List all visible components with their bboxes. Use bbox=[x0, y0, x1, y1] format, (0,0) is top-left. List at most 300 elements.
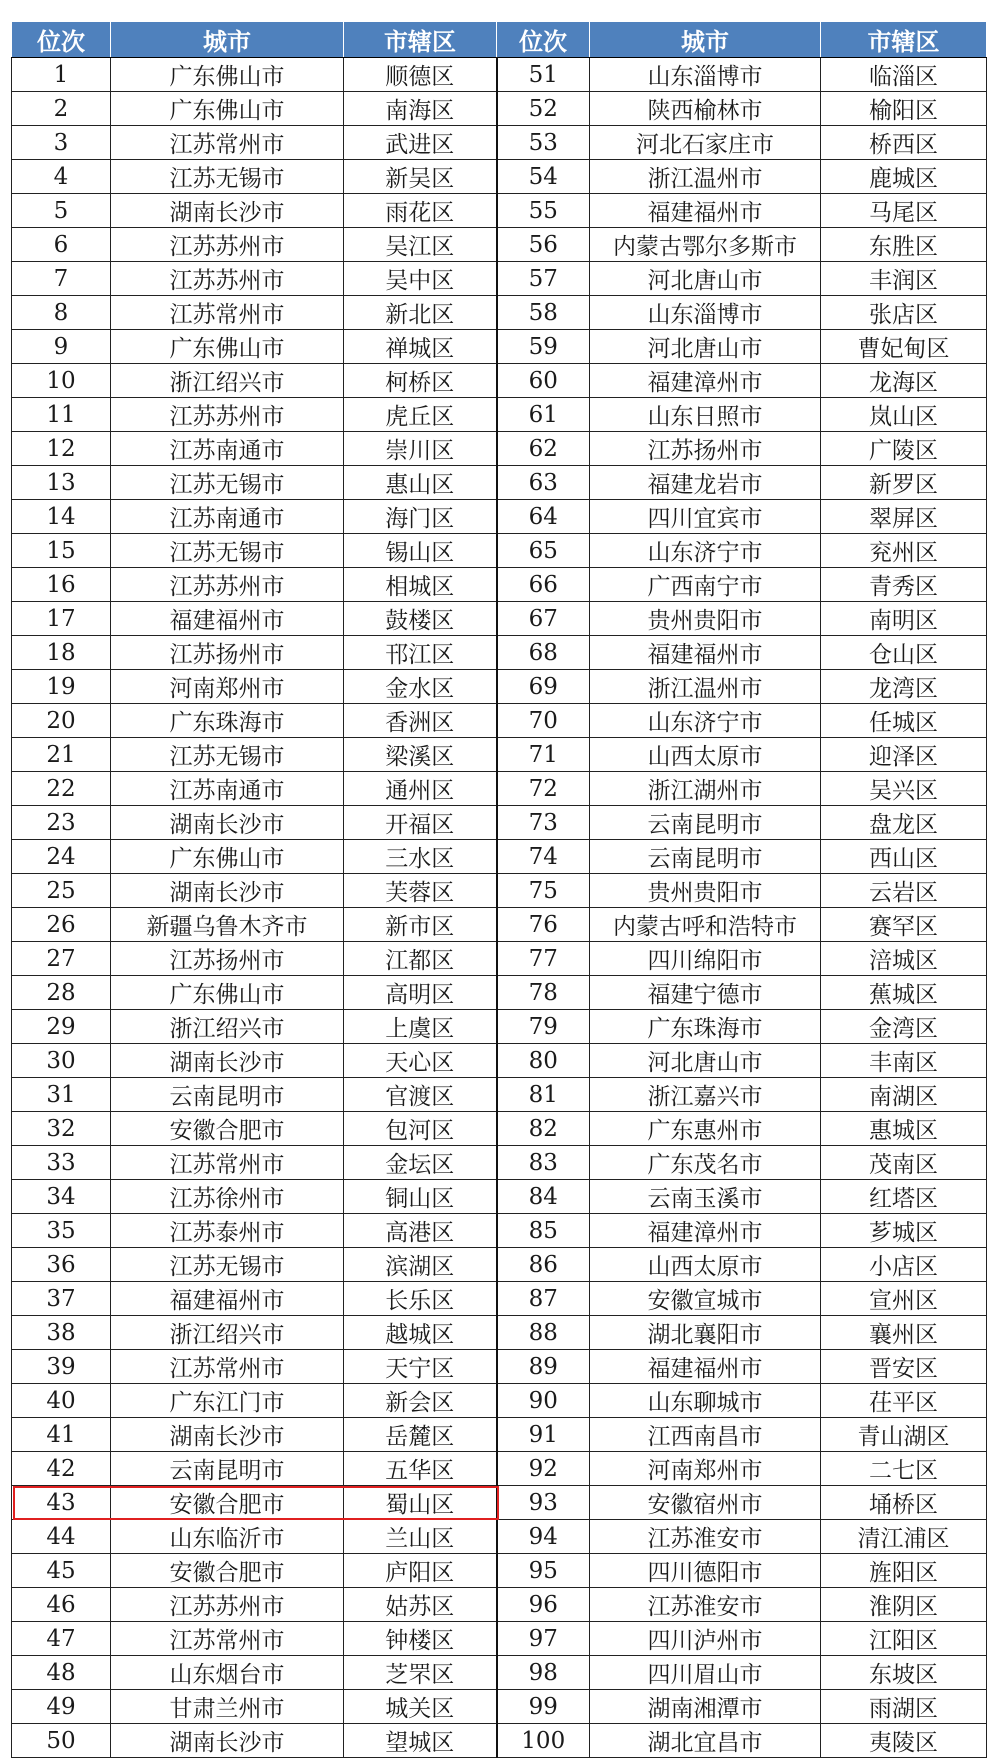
cell-district-right: 赛罕区 bbox=[821, 908, 987, 942]
cell-district-left: 天宁区 bbox=[344, 1350, 497, 1384]
table-row bbox=[12, 1146, 987, 1180]
cell-rank-right: 64 bbox=[497, 500, 590, 534]
cell-district-left: 南海区 bbox=[344, 92, 497, 126]
cell-district-right: 广陵区 bbox=[821, 432, 987, 466]
cell-district-left: 海门区 bbox=[344, 500, 497, 534]
cell-city-right: 湖北襄阳市 bbox=[590, 1316, 821, 1350]
cell-district-left: 武进区 bbox=[344, 126, 497, 160]
cell-district-right: 翠屏区 bbox=[821, 500, 987, 534]
cell-district-left: 官渡区 bbox=[344, 1078, 497, 1112]
cell-city-left: 浙江绍兴市 bbox=[111, 1010, 344, 1044]
table-row bbox=[12, 330, 987, 364]
cell-district-left: 锡山区 bbox=[344, 534, 497, 568]
cell-rank-right: 88 bbox=[497, 1316, 590, 1350]
cell-rank-right: 78 bbox=[497, 976, 590, 1010]
cell-rank-right: 100 bbox=[497, 1724, 590, 1758]
cell-city-left: 山东烟台市 bbox=[111, 1656, 344, 1690]
cell-rank-left: 49 bbox=[12, 1690, 111, 1724]
cell-rank-right: 74 bbox=[497, 840, 590, 874]
table-row bbox=[12, 1520, 987, 1554]
cell-rank-left: 15 bbox=[12, 534, 111, 568]
cell-district-left: 香洲区 bbox=[344, 704, 497, 738]
cell-rank-right: 60 bbox=[497, 364, 590, 398]
cell-district-left: 梁溪区 bbox=[344, 738, 497, 772]
cell-city-right: 贵州贵阳市 bbox=[590, 874, 821, 908]
cell-rank-right: 72 bbox=[497, 772, 590, 806]
cell-district-right: 二七区 bbox=[821, 1452, 987, 1486]
cell-city-right: 四川绵阳市 bbox=[590, 942, 821, 976]
cell-rank-right: 79 bbox=[497, 1010, 590, 1044]
cell-city-left: 福建福州市 bbox=[111, 602, 344, 636]
header-rank-left: 位次 bbox=[12, 22, 111, 58]
cell-city-left: 湖南长沙市 bbox=[111, 1418, 344, 1452]
cell-district-left: 惠山区 bbox=[344, 466, 497, 500]
cell-district-left: 禅城区 bbox=[344, 330, 497, 364]
cell-city-left: 江苏南通市 bbox=[111, 432, 344, 466]
cell-city-right: 四川泸州市 bbox=[590, 1622, 821, 1656]
cell-city-right: 陕西榆林市 bbox=[590, 92, 821, 126]
cell-rank-right: 53 bbox=[497, 126, 590, 160]
cell-rank-left: 13 bbox=[12, 466, 111, 500]
table-row bbox=[12, 976, 987, 1010]
cell-rank-left: 29 bbox=[12, 1010, 111, 1044]
cell-city-left: 云南昆明市 bbox=[111, 1452, 344, 1486]
cell-city-right: 浙江湖州市 bbox=[590, 772, 821, 806]
cell-rank-right: 51 bbox=[497, 58, 590, 92]
cell-rank-right: 81 bbox=[497, 1078, 590, 1112]
cell-city-left: 湖南长沙市 bbox=[111, 1044, 344, 1078]
table-row bbox=[12, 1350, 987, 1384]
cell-rank-left: 32 bbox=[12, 1112, 111, 1146]
cell-district-left: 通州区 bbox=[344, 772, 497, 806]
cell-city-left: 广东佛山市 bbox=[111, 92, 344, 126]
cell-rank-left: 35 bbox=[12, 1214, 111, 1248]
table-row bbox=[12, 1554, 987, 1588]
cell-city-right: 湖北宜昌市 bbox=[590, 1724, 821, 1758]
cell-district-right: 南明区 bbox=[821, 602, 987, 636]
cell-district-right: 埇桥区 bbox=[821, 1486, 987, 1520]
cell-rank-left: 40 bbox=[12, 1384, 111, 1418]
cell-district-right: 清江浦区 bbox=[821, 1520, 987, 1554]
cell-district-left: 吴中区 bbox=[344, 262, 497, 296]
cell-city-left: 河南郑州市 bbox=[111, 670, 344, 704]
cell-district-left: 柯桥区 bbox=[344, 364, 497, 398]
cell-city-right: 安徽宣城市 bbox=[590, 1282, 821, 1316]
cell-rank-left: 46 bbox=[12, 1588, 111, 1622]
cell-city-left: 山东临沂市 bbox=[111, 1520, 344, 1554]
table-row bbox=[12, 1588, 987, 1622]
cell-district-left: 雨花区 bbox=[344, 194, 497, 228]
cell-city-left: 江苏常州市 bbox=[111, 296, 344, 330]
cell-rank-right: 98 bbox=[497, 1656, 590, 1690]
cell-city-right: 江苏扬州市 bbox=[590, 432, 821, 466]
cell-rank-left: 43 bbox=[12, 1486, 111, 1520]
table-row bbox=[12, 1180, 987, 1214]
cell-rank-left: 31 bbox=[12, 1078, 111, 1112]
cell-rank-left: 4 bbox=[12, 160, 111, 194]
cell-district-right: 榆阳区 bbox=[821, 92, 987, 126]
cell-rank-left: 50 bbox=[12, 1724, 111, 1758]
cell-district-left: 高明区 bbox=[344, 976, 497, 1010]
cell-rank-right: 80 bbox=[497, 1044, 590, 1078]
cell-rank-right: 57 bbox=[497, 262, 590, 296]
cell-city-left: 湖南长沙市 bbox=[111, 1724, 344, 1758]
cell-city-right: 福建福州市 bbox=[590, 194, 821, 228]
cell-rank-left: 38 bbox=[12, 1316, 111, 1350]
cell-rank-right: 99 bbox=[497, 1690, 590, 1724]
cell-city-right: 广东惠州市 bbox=[590, 1112, 821, 1146]
cell-district-right: 鹿城区 bbox=[821, 160, 987, 194]
cell-district-right: 张店区 bbox=[821, 296, 987, 330]
cell-city-left: 湖南长沙市 bbox=[111, 806, 344, 840]
cell-rank-left: 19 bbox=[12, 670, 111, 704]
cell-district-right: 襄州区 bbox=[821, 1316, 987, 1350]
cell-rank-right: 90 bbox=[497, 1384, 590, 1418]
cell-rank-right: 58 bbox=[497, 296, 590, 330]
cell-city-right: 山东聊城市 bbox=[590, 1384, 821, 1418]
cell-city-right: 河北石家庄市 bbox=[590, 126, 821, 160]
table-row bbox=[12, 262, 987, 296]
cell-city-right: 河北唐山市 bbox=[590, 330, 821, 364]
cell-district-left: 三水区 bbox=[344, 840, 497, 874]
table-row bbox=[12, 1010, 987, 1044]
cell-district-left: 上虞区 bbox=[344, 1010, 497, 1044]
cell-city-right: 福建福州市 bbox=[590, 636, 821, 670]
cell-district-right: 岚山区 bbox=[821, 398, 987, 432]
cell-city-left: 广东江门市 bbox=[111, 1384, 344, 1418]
cell-rank-left: 8 bbox=[12, 296, 111, 330]
cell-rank-right: 85 bbox=[497, 1214, 590, 1248]
cell-district-left: 崇川区 bbox=[344, 432, 497, 466]
cell-city-right: 广东珠海市 bbox=[590, 1010, 821, 1044]
cell-city-right: 四川德阳市 bbox=[590, 1554, 821, 1588]
cell-city-right: 浙江温州市 bbox=[590, 160, 821, 194]
cell-rank-right: 54 bbox=[497, 160, 590, 194]
cell-rank-left: 48 bbox=[12, 1656, 111, 1690]
cell-city-left: 广东佛山市 bbox=[111, 330, 344, 364]
cell-city-right: 浙江嘉兴市 bbox=[590, 1078, 821, 1112]
cell-district-right: 丰南区 bbox=[821, 1044, 987, 1078]
cell-district-right: 夷陵区 bbox=[821, 1724, 987, 1758]
cell-district-right: 桥西区 bbox=[821, 126, 987, 160]
table-row bbox=[12, 1724, 987, 1758]
cell-city-left: 甘肃兰州市 bbox=[111, 1690, 344, 1724]
cell-district-left: 芙蓉区 bbox=[344, 874, 497, 908]
cell-district-left: 城关区 bbox=[344, 1690, 497, 1724]
cell-city-left: 江苏苏州市 bbox=[111, 228, 344, 262]
cell-city-left: 浙江绍兴市 bbox=[111, 1316, 344, 1350]
table-row bbox=[12, 194, 987, 228]
cell-city-left: 江苏泰州市 bbox=[111, 1214, 344, 1248]
cell-district-left: 姑苏区 bbox=[344, 1588, 497, 1622]
cell-city-left: 江苏无锡市 bbox=[111, 1248, 344, 1282]
cell-city-right: 云南玉溪市 bbox=[590, 1180, 821, 1214]
cell-city-left: 广东佛山市 bbox=[111, 58, 344, 92]
cell-city-right: 山东淄博市 bbox=[590, 296, 821, 330]
cell-rank-left: 23 bbox=[12, 806, 111, 840]
cell-rank-left: 45 bbox=[12, 1554, 111, 1588]
cell-district-right: 金湾区 bbox=[821, 1010, 987, 1044]
cell-district-left: 包河区 bbox=[344, 1112, 497, 1146]
table-row bbox=[12, 500, 987, 534]
cell-district-right: 淮阴区 bbox=[821, 1588, 987, 1622]
cell-rank-right: 61 bbox=[497, 398, 590, 432]
cell-rank-right: 97 bbox=[497, 1622, 590, 1656]
cell-rank-left: 28 bbox=[12, 976, 111, 1010]
cell-district-right: 芗城区 bbox=[821, 1214, 987, 1248]
cell-rank-left: 3 bbox=[12, 126, 111, 160]
cell-rank-right: 65 bbox=[497, 534, 590, 568]
cell-district-left: 庐阳区 bbox=[344, 1554, 497, 1588]
cell-district-right: 盘龙区 bbox=[821, 806, 987, 840]
cell-rank-right: 95 bbox=[497, 1554, 590, 1588]
cell-rank-right: 92 bbox=[497, 1452, 590, 1486]
cell-district-left: 望城区 bbox=[344, 1724, 497, 1758]
cell-city-left: 广东佛山市 bbox=[111, 976, 344, 1010]
cell-district-right: 新罗区 bbox=[821, 466, 987, 500]
cell-city-left: 江苏南通市 bbox=[111, 500, 344, 534]
district-ranking-table bbox=[11, 21, 987, 1758]
table-row bbox=[12, 534, 987, 568]
cell-city-left: 浙江绍兴市 bbox=[111, 364, 344, 398]
cell-rank-right: 94 bbox=[497, 1520, 590, 1554]
cell-rank-left: 17 bbox=[12, 602, 111, 636]
table-row bbox=[12, 1384, 987, 1418]
cell-district-right: 东坡区 bbox=[821, 1656, 987, 1690]
cell-rank-right: 82 bbox=[497, 1112, 590, 1146]
cell-district-left: 虎丘区 bbox=[344, 398, 497, 432]
cell-district-right: 兖州区 bbox=[821, 534, 987, 568]
cell-city-right: 内蒙古呼和浩特市 bbox=[590, 908, 821, 942]
table-row bbox=[12, 1248, 987, 1282]
cell-rank-left: 5 bbox=[12, 194, 111, 228]
table-row bbox=[12, 568, 987, 602]
cell-city-right: 江苏淮安市 bbox=[590, 1520, 821, 1554]
table-row bbox=[12, 1112, 987, 1146]
cell-city-right: 山西太原市 bbox=[590, 1248, 821, 1282]
cell-district-left: 金坛区 bbox=[344, 1146, 497, 1180]
table-row bbox=[12, 738, 987, 772]
cell-district-right: 西山区 bbox=[821, 840, 987, 874]
cell-city-left: 新疆乌鲁木齐市 bbox=[111, 908, 344, 942]
cell-city-left: 江苏无锡市 bbox=[111, 738, 344, 772]
cell-city-left: 江苏无锡市 bbox=[111, 534, 344, 568]
table-row bbox=[12, 908, 987, 942]
cell-district-right: 临淄区 bbox=[821, 58, 987, 92]
cell-city-right: 河南郑州市 bbox=[590, 1452, 821, 1486]
cell-city-left: 江苏无锡市 bbox=[111, 466, 344, 500]
cell-rank-right: 96 bbox=[497, 1588, 590, 1622]
cell-district-left: 相城区 bbox=[344, 568, 497, 602]
table-row bbox=[12, 296, 987, 330]
header-district-right: 市辖区 bbox=[821, 22, 987, 58]
cell-district-left: 鼓楼区 bbox=[344, 602, 497, 636]
cell-rank-left: 1 bbox=[12, 58, 111, 92]
cell-rank-right: 59 bbox=[497, 330, 590, 364]
cell-district-right: 任城区 bbox=[821, 704, 987, 738]
cell-rank-right: 89 bbox=[497, 1350, 590, 1384]
table-row bbox=[12, 1690, 987, 1724]
cell-rank-left: 24 bbox=[12, 840, 111, 874]
table-row bbox=[12, 398, 987, 432]
cell-district-right: 茌平区 bbox=[821, 1384, 987, 1418]
table-row bbox=[12, 806, 987, 840]
cell-district-left: 五华区 bbox=[344, 1452, 497, 1486]
cell-district-right: 小店区 bbox=[821, 1248, 987, 1282]
cell-rank-left: 36 bbox=[12, 1248, 111, 1282]
table-row bbox=[12, 1078, 987, 1112]
cell-city-right: 河北唐山市 bbox=[590, 1044, 821, 1078]
cell-rank-right: 66 bbox=[497, 568, 590, 602]
header-district-left: 市辖区 bbox=[344, 22, 497, 58]
cell-district-right: 龙海区 bbox=[821, 364, 987, 398]
table-row bbox=[12, 772, 987, 806]
cell-rank-left: 25 bbox=[12, 874, 111, 908]
cell-rank-right: 55 bbox=[497, 194, 590, 228]
cell-city-left: 云南昆明市 bbox=[111, 1078, 344, 1112]
table-row bbox=[12, 466, 987, 500]
cell-district-right: 晋安区 bbox=[821, 1350, 987, 1384]
cell-rank-left: 42 bbox=[12, 1452, 111, 1486]
cell-city-right: 山东淄博市 bbox=[590, 58, 821, 92]
cell-city-right: 安徽宿州市 bbox=[590, 1486, 821, 1520]
cell-rank-right: 67 bbox=[497, 602, 590, 636]
cell-district-right: 南湖区 bbox=[821, 1078, 987, 1112]
cell-rank-left: 6 bbox=[12, 228, 111, 262]
cell-district-left: 高港区 bbox=[344, 1214, 497, 1248]
cell-district-left: 钟楼区 bbox=[344, 1622, 497, 1656]
cell-city-left: 江苏苏州市 bbox=[111, 262, 344, 296]
cell-district-left: 蜀山区 bbox=[344, 1486, 497, 1520]
table-row bbox=[12, 1452, 987, 1486]
cell-rank-right: 91 bbox=[497, 1418, 590, 1452]
cell-city-right: 河北唐山市 bbox=[590, 262, 821, 296]
cell-district-right: 东胜区 bbox=[821, 228, 987, 262]
cell-city-left: 江苏南通市 bbox=[111, 772, 344, 806]
cell-district-right: 青秀区 bbox=[821, 568, 987, 602]
cell-district-right: 江阳区 bbox=[821, 1622, 987, 1656]
cell-rank-left: 21 bbox=[12, 738, 111, 772]
cell-city-left: 江苏徐州市 bbox=[111, 1180, 344, 1214]
table-row bbox=[12, 364, 987, 398]
cell-city-right: 浙江温州市 bbox=[590, 670, 821, 704]
cell-city-left: 江苏苏州市 bbox=[111, 398, 344, 432]
cell-district-right: 仓山区 bbox=[821, 636, 987, 670]
cell-city-left: 广东佛山市 bbox=[111, 840, 344, 874]
cell-city-right: 山东济宁市 bbox=[590, 704, 821, 738]
cell-city-left: 江苏苏州市 bbox=[111, 1588, 344, 1622]
cell-district-left: 芝罘区 bbox=[344, 1656, 497, 1690]
cell-rank-right: 62 bbox=[497, 432, 590, 466]
cell-rank-left: 7 bbox=[12, 262, 111, 296]
cell-district-right: 雨湖区 bbox=[821, 1690, 987, 1724]
cell-rank-left: 9 bbox=[12, 330, 111, 364]
cell-rank-left: 27 bbox=[12, 942, 111, 976]
table-row bbox=[12, 636, 987, 670]
cell-city-left: 江苏常州市 bbox=[111, 1350, 344, 1384]
cell-rank-right: 86 bbox=[497, 1248, 590, 1282]
cell-district-left: 邗江区 bbox=[344, 636, 497, 670]
cell-city-right: 福建福州市 bbox=[590, 1350, 821, 1384]
cell-district-right: 茂南区 bbox=[821, 1146, 987, 1180]
cell-rank-right: 63 bbox=[497, 466, 590, 500]
cell-city-right: 福建漳州市 bbox=[590, 1214, 821, 1248]
cell-district-right: 吴兴区 bbox=[821, 772, 987, 806]
cell-rank-left: 18 bbox=[12, 636, 111, 670]
cell-city-right: 四川眉山市 bbox=[590, 1656, 821, 1690]
cell-city-left: 江苏常州市 bbox=[111, 1146, 344, 1180]
cell-district-left: 铜山区 bbox=[344, 1180, 497, 1214]
table-body bbox=[12, 58, 987, 1758]
cell-rank-left: 44 bbox=[12, 1520, 111, 1554]
cell-city-right: 山西太原市 bbox=[590, 738, 821, 772]
table-row bbox=[12, 1214, 987, 1248]
cell-rank-right: 76 bbox=[497, 908, 590, 942]
cell-city-right: 福建宁德市 bbox=[590, 976, 821, 1010]
cell-city-right: 四川宜宾市 bbox=[590, 500, 821, 534]
cell-rank-right: 69 bbox=[497, 670, 590, 704]
cell-rank-left: 30 bbox=[12, 1044, 111, 1078]
table-row bbox=[12, 942, 987, 976]
cell-district-right: 旌阳区 bbox=[821, 1554, 987, 1588]
cell-rank-right: 68 bbox=[497, 636, 590, 670]
cell-city-left: 福建福州市 bbox=[111, 1282, 344, 1316]
table-row bbox=[12, 1486, 987, 1520]
cell-district-left: 兰山区 bbox=[344, 1520, 497, 1554]
cell-district-right: 涪城区 bbox=[821, 942, 987, 976]
cell-rank-right: 87 bbox=[497, 1282, 590, 1316]
cell-district-right: 青山湖区 bbox=[821, 1418, 987, 1452]
cell-city-left: 广东珠海市 bbox=[111, 704, 344, 738]
cell-district-right: 马尾区 bbox=[821, 194, 987, 228]
cell-rank-left: 47 bbox=[12, 1622, 111, 1656]
cell-district-left: 吴江区 bbox=[344, 228, 497, 262]
table-row bbox=[12, 1418, 987, 1452]
cell-district-right: 龙湾区 bbox=[821, 670, 987, 704]
cell-rank-right: 73 bbox=[497, 806, 590, 840]
cell-rank-right: 75 bbox=[497, 874, 590, 908]
cell-city-left: 湖南长沙市 bbox=[111, 874, 344, 908]
cell-rank-left: 11 bbox=[12, 398, 111, 432]
table-row bbox=[12, 704, 987, 738]
cell-rank-right: 93 bbox=[497, 1486, 590, 1520]
cell-rank-left: 10 bbox=[12, 364, 111, 398]
cell-city-left: 安徽合肥市 bbox=[111, 1486, 344, 1520]
cell-district-left: 江都区 bbox=[344, 942, 497, 976]
cell-rank-left: 26 bbox=[12, 908, 111, 942]
cell-city-left: 湖南长沙市 bbox=[111, 194, 344, 228]
cell-rank-right: 70 bbox=[497, 704, 590, 738]
cell-district-left: 顺德区 bbox=[344, 58, 497, 92]
cell-rank-left: 12 bbox=[12, 432, 111, 466]
cell-rank-left: 20 bbox=[12, 704, 111, 738]
cell-rank-right: 83 bbox=[497, 1146, 590, 1180]
table-header-row bbox=[12, 22, 987, 58]
cell-city-right: 云南昆明市 bbox=[590, 806, 821, 840]
ranking-table-container bbox=[11, 21, 986, 1758]
cell-city-right: 贵州贵阳市 bbox=[590, 602, 821, 636]
cell-city-left: 江苏无锡市 bbox=[111, 160, 344, 194]
cell-rank-right: 77 bbox=[497, 942, 590, 976]
cell-district-right: 丰润区 bbox=[821, 262, 987, 296]
cell-rank-left: 16 bbox=[12, 568, 111, 602]
table-row bbox=[12, 1044, 987, 1078]
cell-rank-left: 37 bbox=[12, 1282, 111, 1316]
cell-district-left: 金水区 bbox=[344, 670, 497, 704]
cell-rank-left: 39 bbox=[12, 1350, 111, 1384]
cell-city-right: 广西南宁市 bbox=[590, 568, 821, 602]
cell-district-right: 曹妃甸区 bbox=[821, 330, 987, 364]
